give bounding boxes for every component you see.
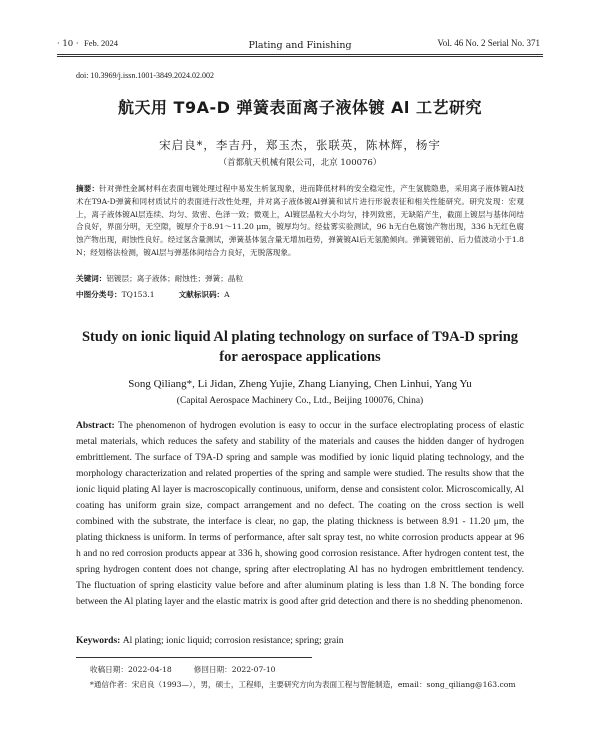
doc-code-value: A [224,290,230,299]
issue-date: Feb. 2024 [84,38,119,48]
english-keywords-text: Al plating; ionic liquid; corrosion resistance; spring; grain [122,636,344,646]
chinese-keywords [76,273,524,284]
english-abstract-label: Abstract: [76,420,119,431]
revised-label: 修回日期： [193,665,232,674]
chinese-abstract-label: 摘要： [76,184,100,193]
footnote-dates [90,664,276,675]
doc-code-label: 文献标识码： [178,290,225,299]
english-keywords [76,636,524,646]
english-abstract [76,418,524,610]
header-rule-bottom [57,56,543,57]
classification-line [76,289,230,300]
doi: doi: 10.3969/j.issn.1001-3849.2024.02.002 [76,71,215,80]
chinese-keywords-label: 关键词： [76,274,107,283]
journal-name: Plating and Finishing [248,40,352,51]
english-authors: Song Qiliang*, Li Jidan, Zheng Yujie, Zhang Lianying, Chen Linhui, Yang Yu [128,378,472,390]
volume-info: Vol. 46 No. 2 Serial No. 371 [437,38,540,48]
received-date: 2022-04-18 [127,665,172,674]
header-rule-top [57,54,543,55]
chinese-keywords-text: 铝镀层；离子液体；耐蚀性；弹簧；晶粒 [106,274,244,283]
chinese-affiliation: （首都航天机械有限公司，北京 100076） [218,158,382,168]
chinese-authors: 宋启良*，李吉丹，郑玉杰，张联英，陈林辉，杨宇 [159,138,441,152]
revised-date: 2022-07-10 [231,665,276,674]
english-abstract-text: The phenomenon of hydrogen evolution is easy to occur in the surface electroplating process of elastic metal materials, which reduces the safety and stability of the materials and causes the hidden danger of hydrogen embrittlement. The surface of T9A-D spring and sample was modified by ionic liquid plating technology, and the morphology characterization and related properties of the spring and sample were studied. The results show that the ionic liquid plating Al layer is macroscopically continuous, uniform, dense and consistent color. Microscomically, Al coating has uniform grain size, compact arrangement and no defect. The coating on the cross section is well combined with the substrate, the interface is clear, no gap, the plating thickness is between 8.91 - 11.20 μm, the plating thickness is uniform. In terms of performance, after salt spray test, no white corrosion products appear at 96 h and no red corrosion products appear at 336 h, showing good corrosion resistance. After hydrogen content test, the spring hydrogen content does not change, spring after electroplating Al has no hydrogen embrittlement tendency. The fluctuation of spring elasticity value before and after aluminum plating is less than 1.8 N. The bonding force between the Al plating layer and the elastic matrix is good after grid detection and there is no shedding phenomenon. [76,420,525,607]
chinese-abstract-text: 针对弹性金属材料在表面电镀处理过程中易发生析氢现象，进而降低材料的安全稳定性，产生氢脆隐患，采用离子液体镀Al技术在T9A-D弹簧和同材质试片的表面进行改性处理，并对离子液体镀Al弹簧和试片进行形貌表征和相关性能研究。研究发现：宏观上，离子液体镀Al层连续、均匀、致密、色泽一致；微观上，Al镀层晶粒大小均匀，排列致密，无缺陷产生，截面上镀层与基体间结合良好，界面分明，无空隙，镀厚介于8.91～11.20 μm，镀厚均匀。经盐雾实验测试，96 h无白色腐蚀产物出现，336 h无红色腐蚀产物出现，耐蚀性良好。经过氢含量测试，弹簧基体氢含量无增加趋势，弹簧镀Al后无氢脆倾向。弹簧镀铝前、后力值波动小于1.8 N；经划格法检测，镀Al层与弹基体间结合力良好，无脱落现象。 [76,184,525,257]
english-title [0,327,600,367]
footnote-corresponding-author: *通信作者：宋启良（1993—），男，硕士，工程师，主要研究方向为表面工程与智能制造，email：song_qiliang@163.com [90,680,516,689]
english-title-line-1: Study on ionic liquid Al plating technology on surface of T9A-D spring [81,329,519,345]
chinese-title: 航天用 T9A-D 弹簧表面离子液体镀 Al 工艺研究 [117,98,482,117]
english-title-line-2: for aerospace applications [219,349,381,365]
english-keywords-label: Keywords: [76,636,123,646]
page-number: · 10 · [57,39,79,49]
clc-value: TQ153.1 [121,290,155,299]
english-affiliation: (Capital Aerospace Machinery Co., Ltd., Beijing 100076, China) [176,396,424,406]
clc-label: 中图分类号： [76,290,122,299]
chinese-abstract [76,183,524,260]
received-label: 收稿日期： [90,665,128,674]
footnote-rule [76,657,312,658]
